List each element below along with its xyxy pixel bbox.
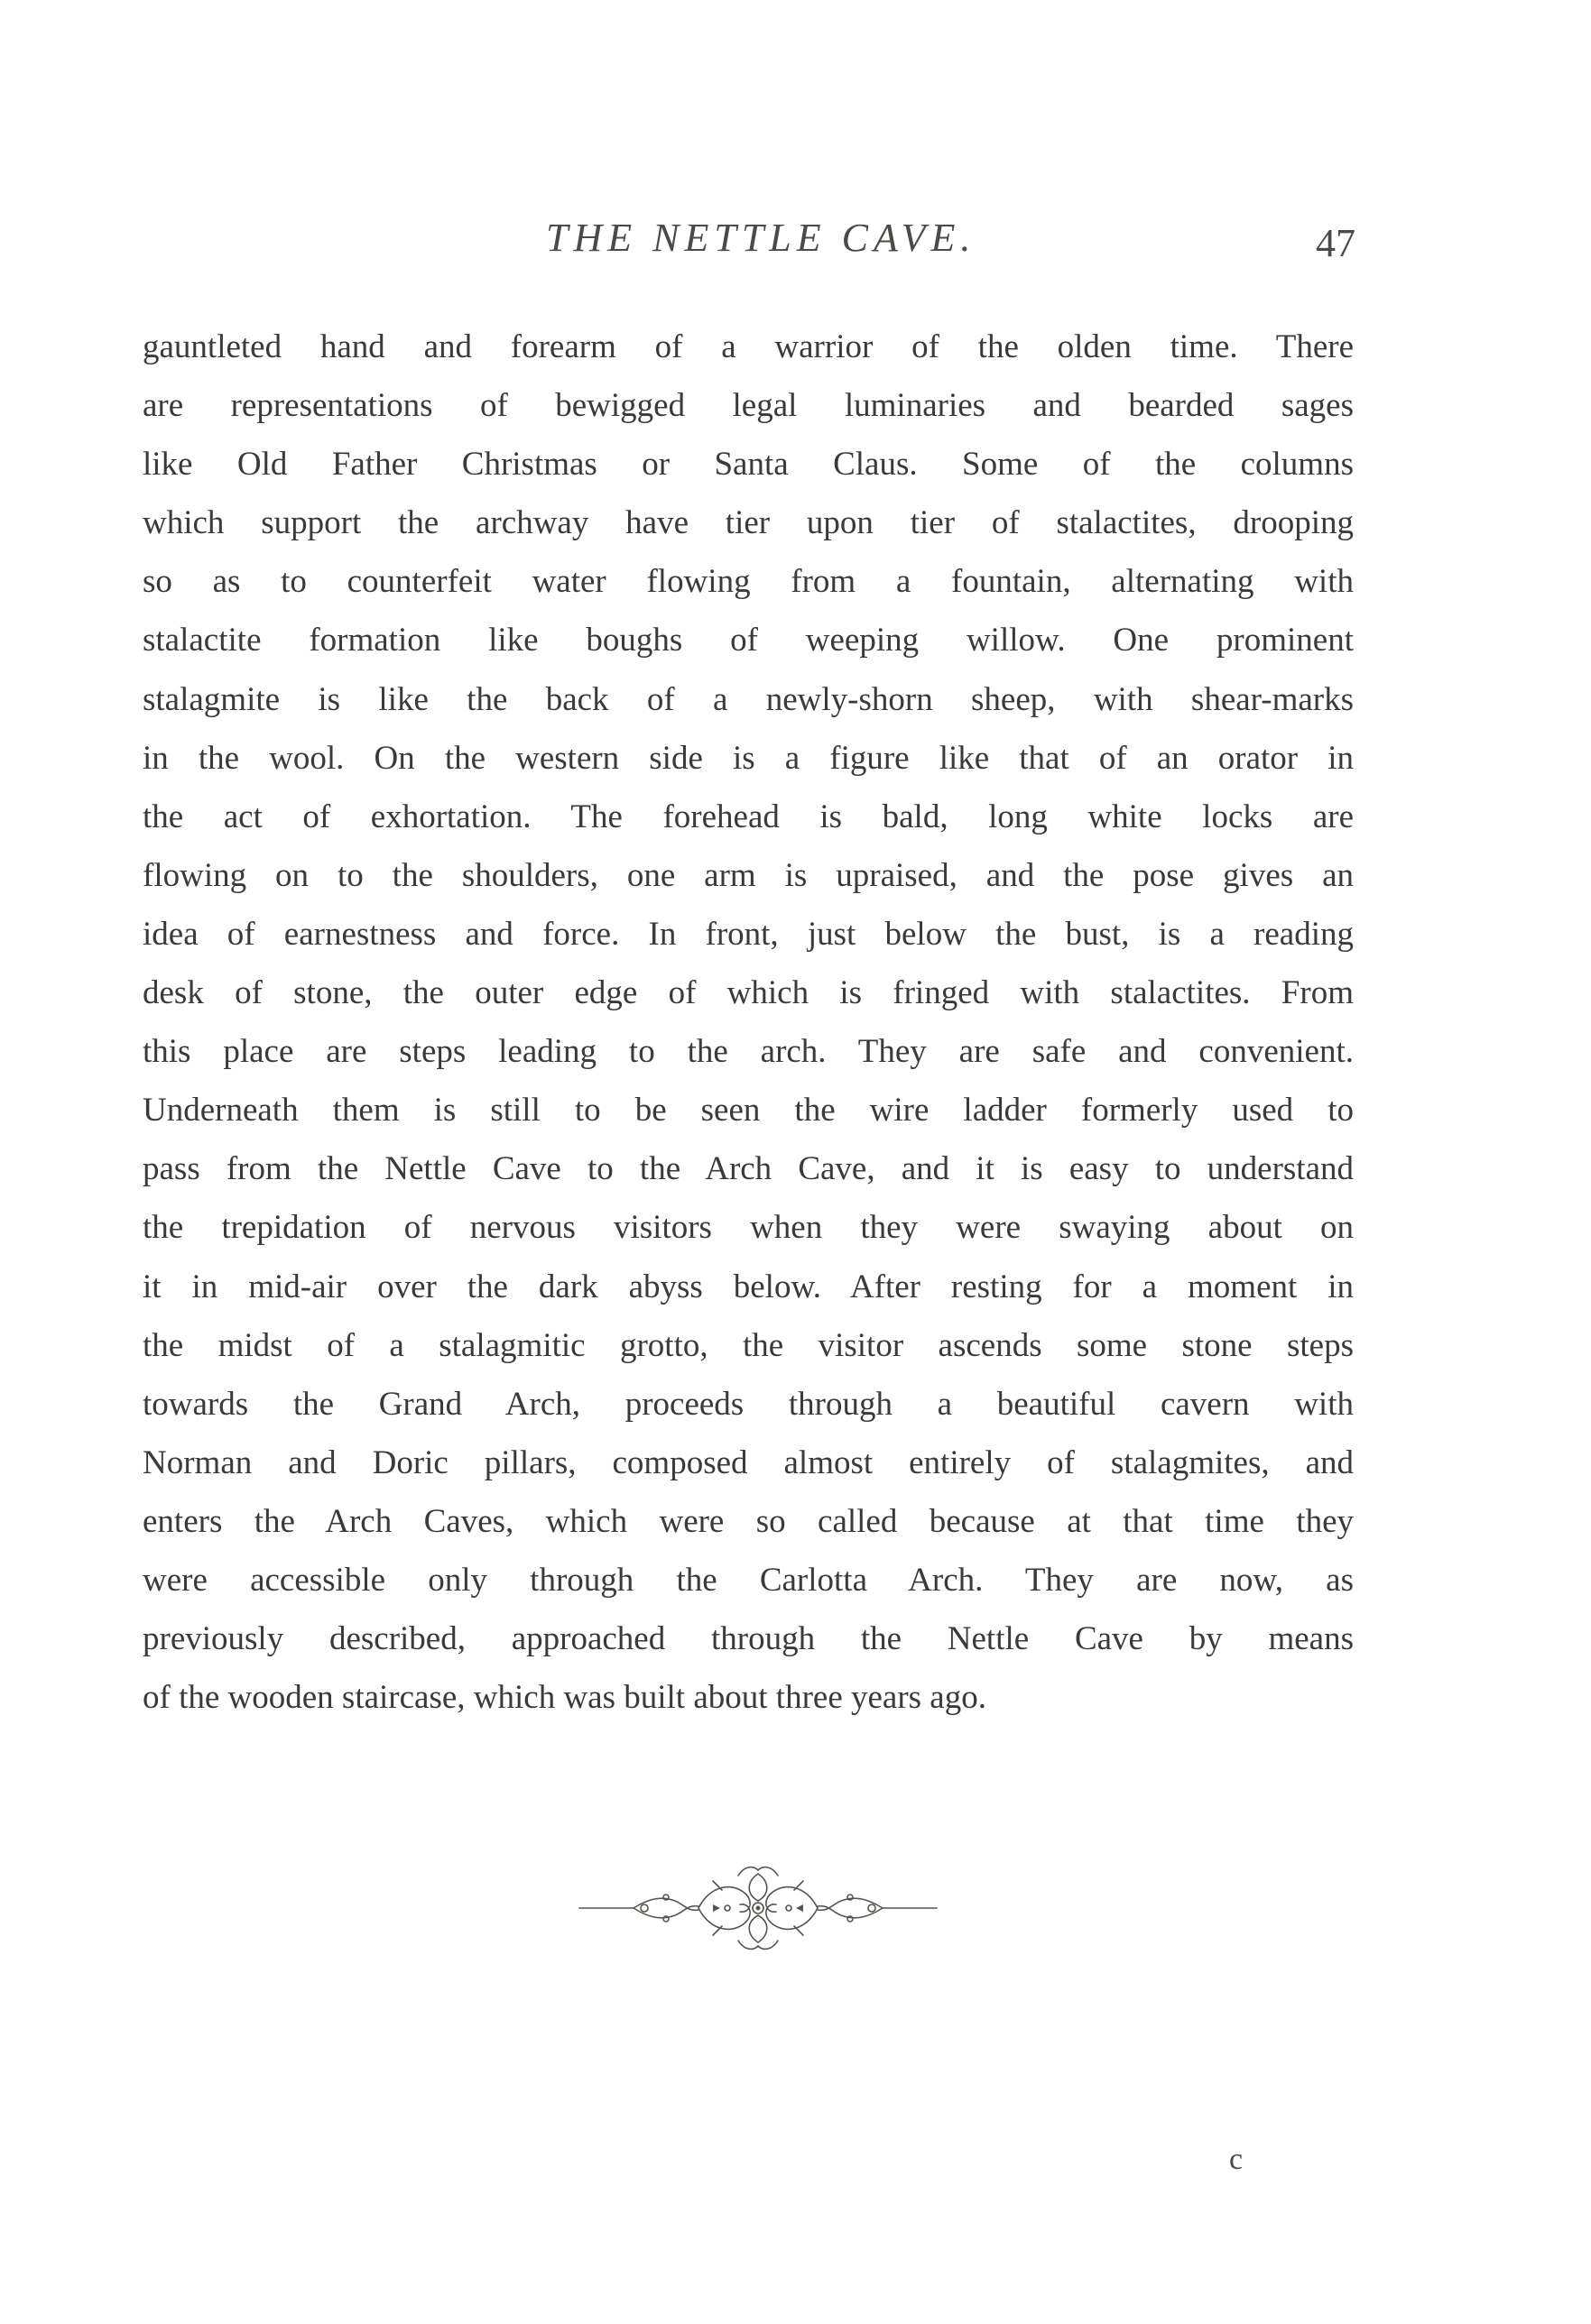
text-line: like Old Father Christmas or Santa Claus. Some of the columns [143,446,1354,484]
text-line: previously described, approached through the Nettle Cave by means [143,1620,1354,1658]
text-line: which support the archway have tier upon tier of stalactites, drooping [143,504,1354,542]
text-line: so as to counterfeit water flowing from a fountain, alternating with [143,563,1354,601]
text-line: the trepidation of nervous visitors when they were swaying about on [143,1209,1354,1247]
text-line: idea of earnestness and force. In front, just below the bust, is a reading [143,915,1354,953]
signature-mark: c [1229,2143,1244,2176]
page-number: 47 [1316,221,1355,265]
text-line: Norman and Doric pillars, composed almost entirely of stalagmites, and [143,1443,1354,1481]
body-paragraph [143,318,1354,1727]
text-line: towards the Grand Arch, proceeds through a beautiful cavern with [143,1385,1354,1423]
running-title: THE NETTLE CAVE. [546,216,976,260]
text-line: pass from the Nettle Cave to the Arch Cave, and it is easy to understand [143,1150,1354,1188]
text-line: it in mid-air over the dark abyss below. After resting for a moment in [143,1268,1354,1305]
text-line: the act of exhortation. The forehead is bald, long white locks are [143,798,1354,835]
text-line: were accessible only through the Carlotta Arch. They are now, as [143,1561,1354,1599]
text-line: desk of stone, the outer edge of which is fringed with stalactites. From [143,974,1354,1012]
decorative-tailpiece-icon [578,1854,939,1962]
text-line: Underneath them is still to be seen the wire ladder formerly used to [143,1092,1354,1130]
text-line: are representations of bewigged legal luminaries and bearded sages [143,387,1354,425]
text-line: flowing on to the shoulders, one arm is upraised, and the pose gives an [143,856,1354,894]
running-head [0,215,1591,269]
text-line: of the wooden staircase, which was built about three years ago. [143,1679,986,1717]
text-line: the midst of a stalagmitic grotto, the visitor ascends some stone steps [143,1326,1354,1364]
text-line: gauntleted hand and forearm of a warrior of the olden time. There [143,328,1354,365]
text-line: this place are steps leading to the arch. They are safe and convenient. [143,1033,1354,1071]
text-line: stalactite formation like boughs of weeping willow. One prominent [143,622,1354,659]
text-line: enters the Arch Caves, which were so called because at that time they [143,1502,1354,1540]
text-line: in the wool. On the western side is a figure like that of an orator in [143,739,1354,777]
text-line: stalagmite is like the back of a newly-shorn sheep, with shear-marks [143,680,1354,718]
